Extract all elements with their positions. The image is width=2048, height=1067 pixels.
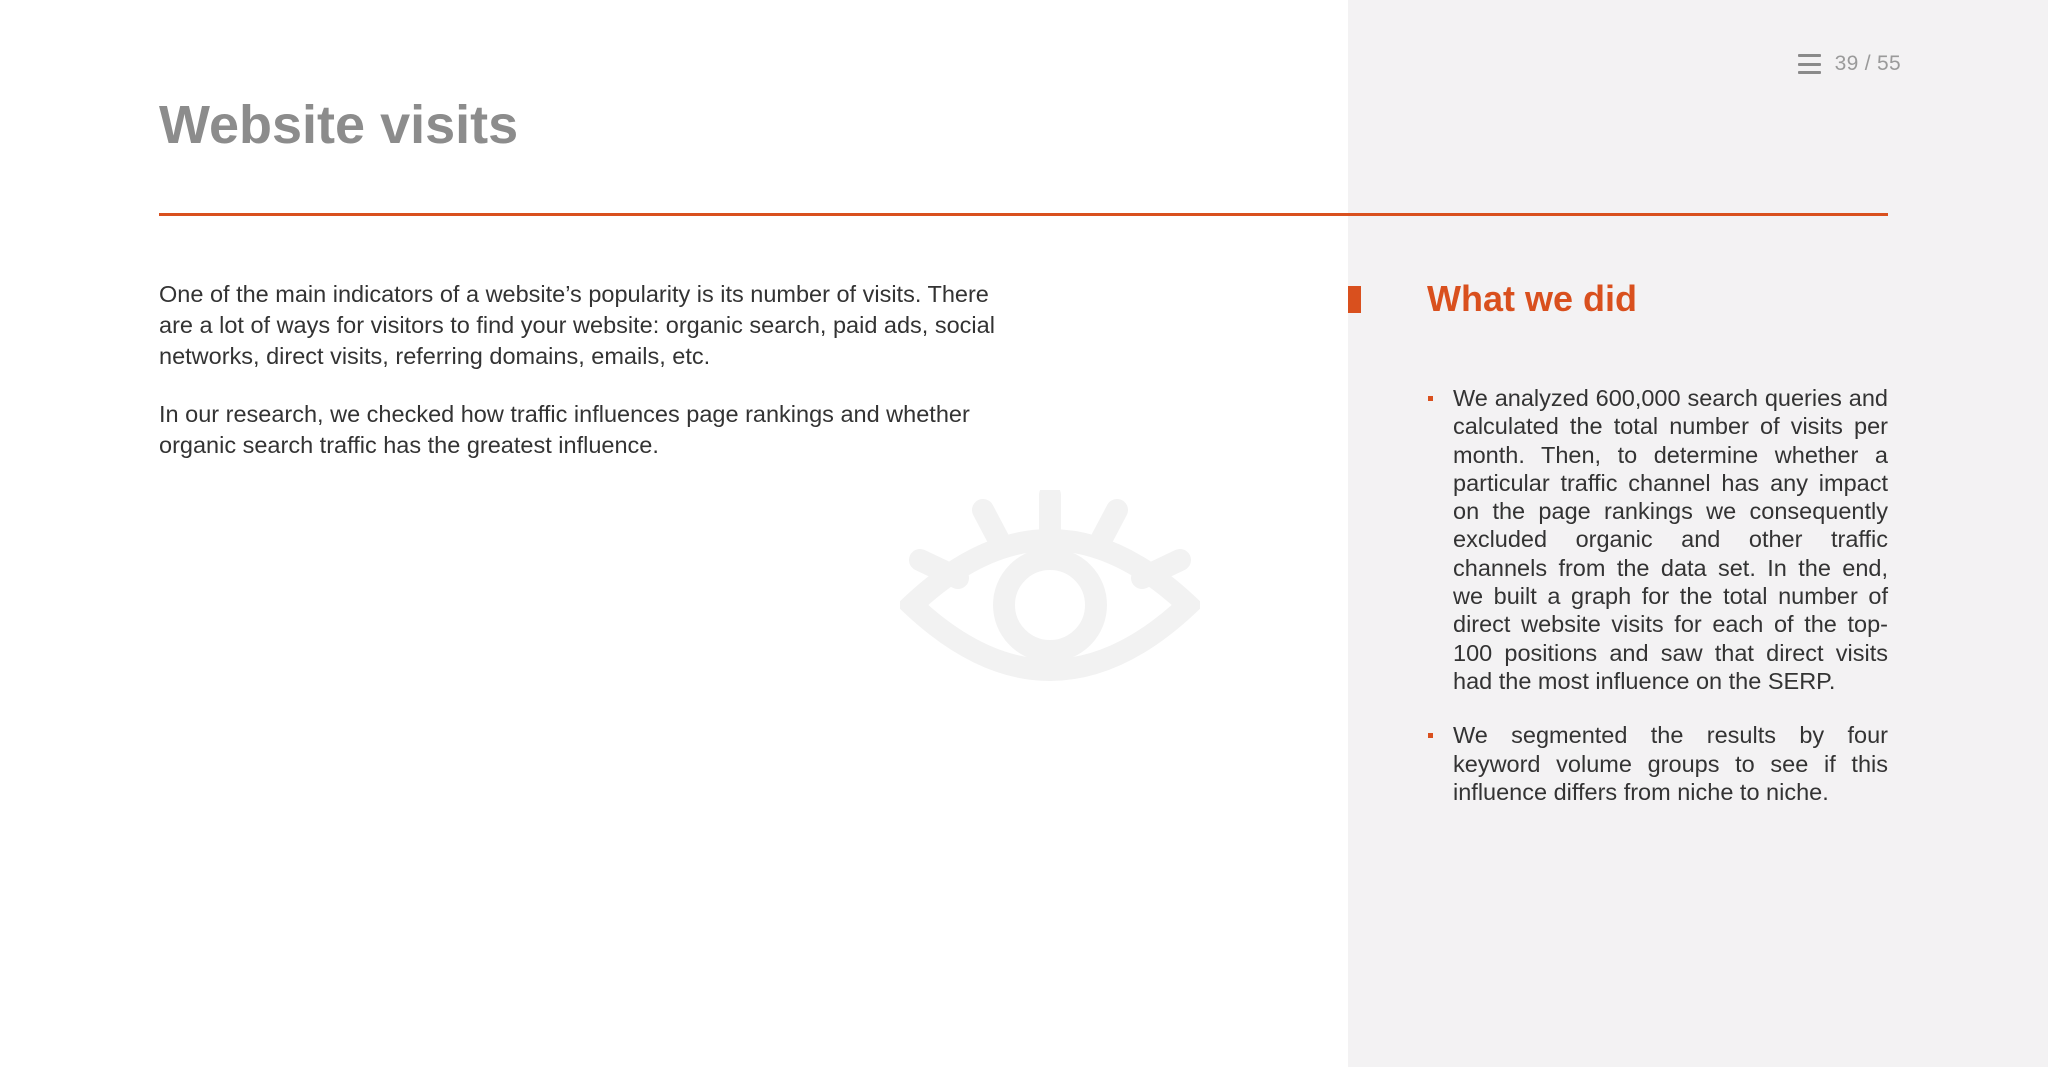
list-item-text: We analyzed 600,000 search queries and calculated the total number of visits per month. Then, to determine whether a particular traffic channel has any impact on the page rankings we consequently excluded organic and other traffic channels from the data set. In the end, we built a graph for the total number of direct website visits for each of the top-100 positions and saw that direct visits had the most influence on the SERP. bbox=[1453, 385, 1888, 694]
title-divider bbox=[159, 213, 1888, 216]
bullet-icon bbox=[1428, 733, 1433, 738]
list-item-text: We segmented the results by four keyword volume groups to see if this influence differs from niche to niche. bbox=[1453, 722, 1888, 805]
sidebar-heading: What we did bbox=[1427, 278, 1637, 319]
intro-text bbox=[159, 279, 999, 488]
list-item bbox=[1427, 721, 1888, 806]
eye-icon bbox=[900, 490, 1200, 690]
what-we-did-list bbox=[1427, 384, 1888, 832]
slide-navigation bbox=[1798, 52, 1901, 76]
heading-accent-marker bbox=[1348, 286, 1361, 313]
list-item bbox=[1427, 384, 1888, 695]
page-counter: 39 / 55 bbox=[1834, 52, 1901, 75]
hamburger-menu-icon[interactable] bbox=[1798, 54, 1821, 74]
intro-paragraph: One of the main indicators of a website’s popularity is its number of visits. There are a lot of ways for visitors to find your website: organic search, paid ads, social networks, direct visits, referring domains, emails, etc. bbox=[159, 281, 995, 369]
bullet-icon bbox=[1428, 396, 1433, 401]
intro-paragraph: In our research, we checked how traffic influences page rankings and whether organic search traffic has the greatest influence. bbox=[159, 401, 970, 458]
page-title: Website visits bbox=[159, 95, 519, 155]
